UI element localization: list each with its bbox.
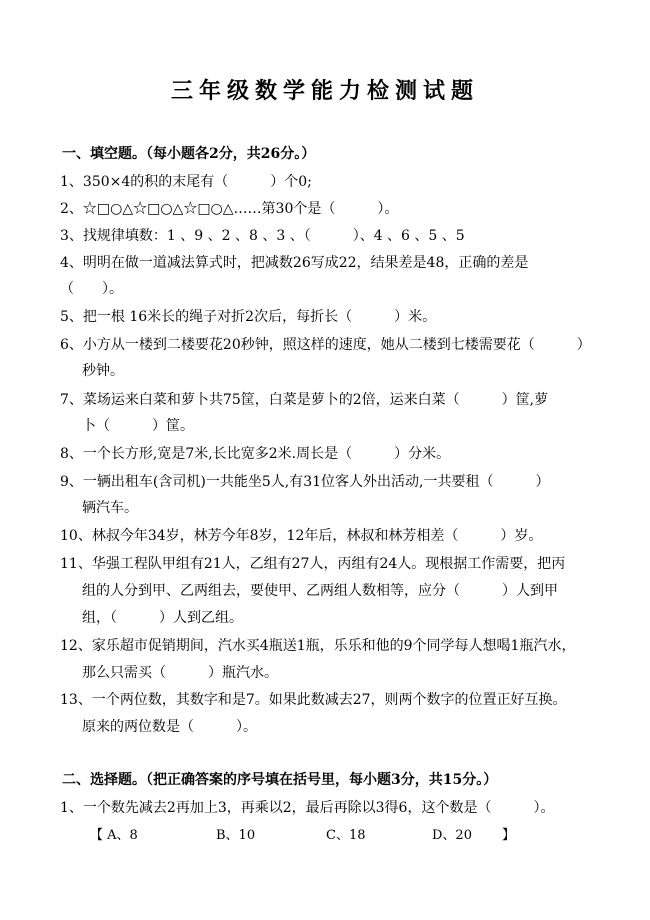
question-7-cont: 卜（ ）筐。 <box>82 418 194 434</box>
question-3: 3、找规律填数：1 、9 、2 、8 、3 、（ ）、4 、6 、5 、5 <box>60 228 465 244</box>
question-4: 4、明明在做一道减法算式时，把减数26写成22，结果差是48，正确的差是 <box>60 255 529 271</box>
page-title: 三年级数学能力检测试题 <box>170 78 479 104</box>
option-c: C、18 <box>326 828 366 843</box>
question-6-cont: 秒钟。 <box>82 363 124 379</box>
question-9-cont: 辆汽车。 <box>82 500 138 516</box>
choice-question-1: 1、一个数先减去2再加上3，再乘以2，最后再除以3得6，这个数是（ ）。 <box>60 800 555 816</box>
option-a: 【 A、8 <box>90 828 138 843</box>
option-d: D、20 <box>432 828 472 843</box>
question-12-cont: 那么只需买（ ）瓶汽水。 <box>82 665 278 681</box>
option-b: B、10 <box>216 828 256 843</box>
question-2: 2、☆□○△☆□○△☆□○△……第30个是（ ）。 <box>60 201 399 217</box>
question-12: 12、家乐超市促销期间，汽水买4瓶送1瓶，乐乐和他的9个同学每人想喝1瓶汽水， <box>60 638 576 654</box>
question-10: 10、林叔今年34岁，林芳今年8岁，12年后，林叔和林芳相差（ ）岁。 <box>60 528 543 544</box>
question-4-cont: （ ）。 <box>60 281 123 297</box>
question-9: 9、一辆出租车(含司机)一共能坐5人,有31位客人外出活动,一共要租（ ） <box>60 474 550 490</box>
question-11-cont: 组的人分到甲、乙两组去，要使甲、乙两组人数相等，应分（ ）人到甲 <box>82 583 558 599</box>
question-11: 11、华强工程队甲组有21人，乙组有27人，丙组有24人。现根据工作需要，把丙 <box>60 556 566 572</box>
question-1: 1、350×4的积的末尾有（ ）个0; <box>60 174 312 190</box>
question-5: 5、把一根 16米长的绳子对折2次后，每折长（ ）米。 <box>60 309 437 325</box>
question-7: 7、菜场运来白菜和萝卜共75筐，白菜是萝卜的2倍，运来白菜（ ）筐,萝 <box>60 392 549 408</box>
section-heading-fill-blank: 一、填空题。（每小题各2分，共26分。） <box>62 146 316 162</box>
question-11-cont2: 组，（ ）人到乙组。 <box>82 610 243 626</box>
option-bracket-close: 】 <box>502 828 516 843</box>
question-13: 13、一个两位数，其数字和是7。如果此数减去27，则两个数字的位置正好互换。 <box>60 692 567 708</box>
section-heading-choice: 二、选择题。（把正确答案的序号填在括号里，每小题3分，共15分。） <box>62 772 498 788</box>
question-8: 8、一个长方形,宽是7米,长比宽多2米.周长是（ ）分米。 <box>60 446 451 462</box>
question-13-cont: 原来的两位数是（ ）。 <box>82 719 257 735</box>
question-6: 6、小方从一楼到二楼要花20秒钟，照这样的速度，她从二楼到七楼需要花（ ） <box>60 337 591 353</box>
